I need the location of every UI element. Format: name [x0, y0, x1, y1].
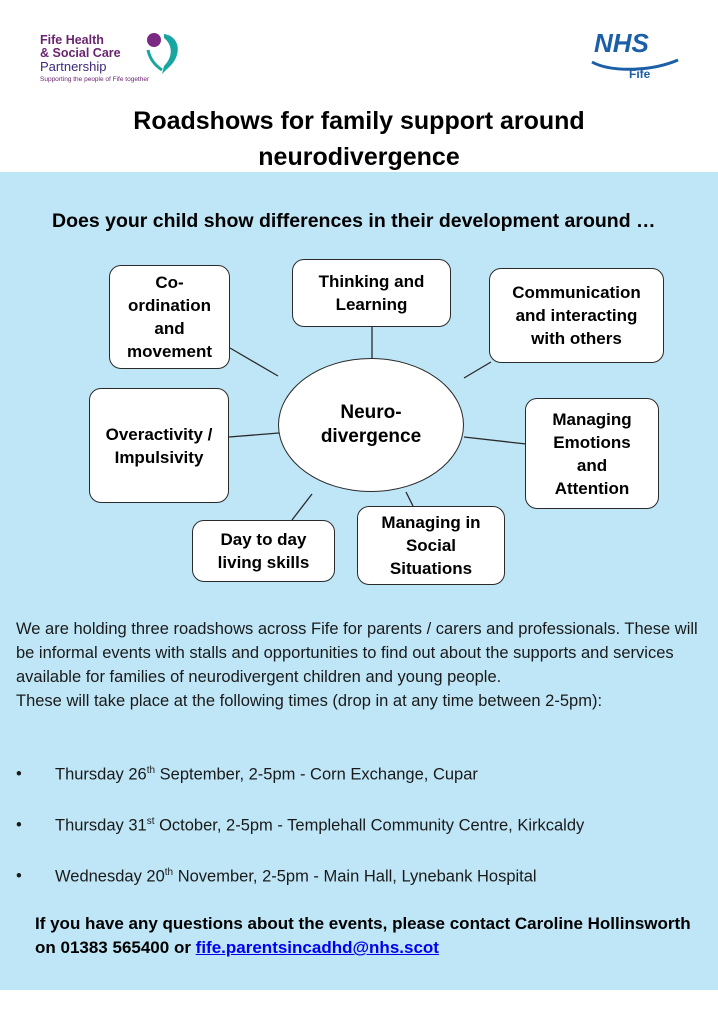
intro-times-line: These will take place at the following times (drop in at any time between 2-5pm): [16, 692, 603, 710]
node-text: Day to day [220, 530, 307, 549]
node-text: Learning [335, 295, 408, 314]
intro-text [16, 617, 716, 713]
node-text: Social [405, 536, 457, 555]
fife-logo-line2: & Social Care [40, 46, 121, 60]
node-text: Impulsivity [114, 447, 204, 467]
fife-logo-line1: Fife Health [40, 33, 104, 47]
event-details: September, 2-5pm - Corn Exchange, Cupar [155, 765, 478, 784]
node-thinking-learning [292, 259, 451, 327]
event-day: Thursday 31 [55, 816, 147, 835]
event-day-suffix: st [146, 816, 155, 827]
node-text: and interacting [515, 306, 638, 325]
node-text: Emotions [553, 432, 631, 452]
node-text: living skills [217, 553, 310, 572]
event-day: Wednesday 20 [55, 867, 165, 886]
bullet-icon: • [16, 867, 22, 885]
node-text: Managing in [381, 513, 481, 532]
node-text: Attention [554, 478, 630, 498]
contact-text: If you have any questions about the events, please contact Caroline Hollinsworth on 01383 565400 or [35, 914, 691, 957]
node-text: Overactivity / [105, 424, 213, 444]
node-text: and [154, 319, 185, 338]
intro-paragraph: We are holding three roadshows across Fife for parents / carers and professionals. These will be informal events with stalls and opportunities to find out about the supports and services available for families of neurodivergent children and young people. [16, 620, 698, 686]
event-day: Thursday 26 [55, 765, 147, 784]
bullet-icon: • [16, 765, 22, 783]
diagram-question: Does your child show differences in their development around … [52, 210, 656, 232]
nhs-logo-region: Fife [629, 67, 651, 81]
neurodivergence-oval [278, 358, 464, 492]
node-communication [489, 268, 664, 363]
node-text: Communication [512, 283, 641, 302]
fife-logo-tagline: Supporting the people of Fife together [40, 76, 150, 83]
contact-info [35, 912, 695, 960]
node-text: Co- [155, 273, 184, 292]
node-text: Managing [552, 409, 632, 429]
node-text: with others [531, 329, 622, 348]
title-line-2: neurodivergence [258, 143, 460, 171]
node-text: movement [126, 342, 213, 361]
contact-email-link[interactable]: fife.parentsincadhd@nhs.scot [195, 938, 439, 957]
node-day-to-day [192, 520, 335, 582]
node-coordination [109, 265, 230, 369]
node-overactivity [89, 388, 229, 503]
node-text: Thinking and [318, 272, 425, 291]
center-line-1: Neuro- [340, 402, 402, 423]
node-text: and [576, 455, 608, 475]
fife-logo-line3: Partnership [40, 59, 107, 74]
node-emotions-attention [525, 398, 659, 509]
bullet-icon: • [16, 816, 22, 834]
event-details: November, 2-5pm - Main Hall, Lynebank Hospital [173, 867, 537, 886]
node-text: Situations [389, 559, 473, 578]
event-day-suffix: th [146, 765, 156, 776]
center-line-2: divergence [320, 426, 422, 447]
event-day-suffix: th [164, 867, 174, 878]
event-details: October, 2-5pm - Templehall Community Centre, Kirkcaldy [154, 816, 585, 835]
node-social-situations [357, 506, 505, 585]
title-line-1: Roadshows for family support around [133, 107, 585, 135]
node-text: ordination [127, 296, 212, 315]
nhs-logo-text: NHS [594, 28, 649, 58]
